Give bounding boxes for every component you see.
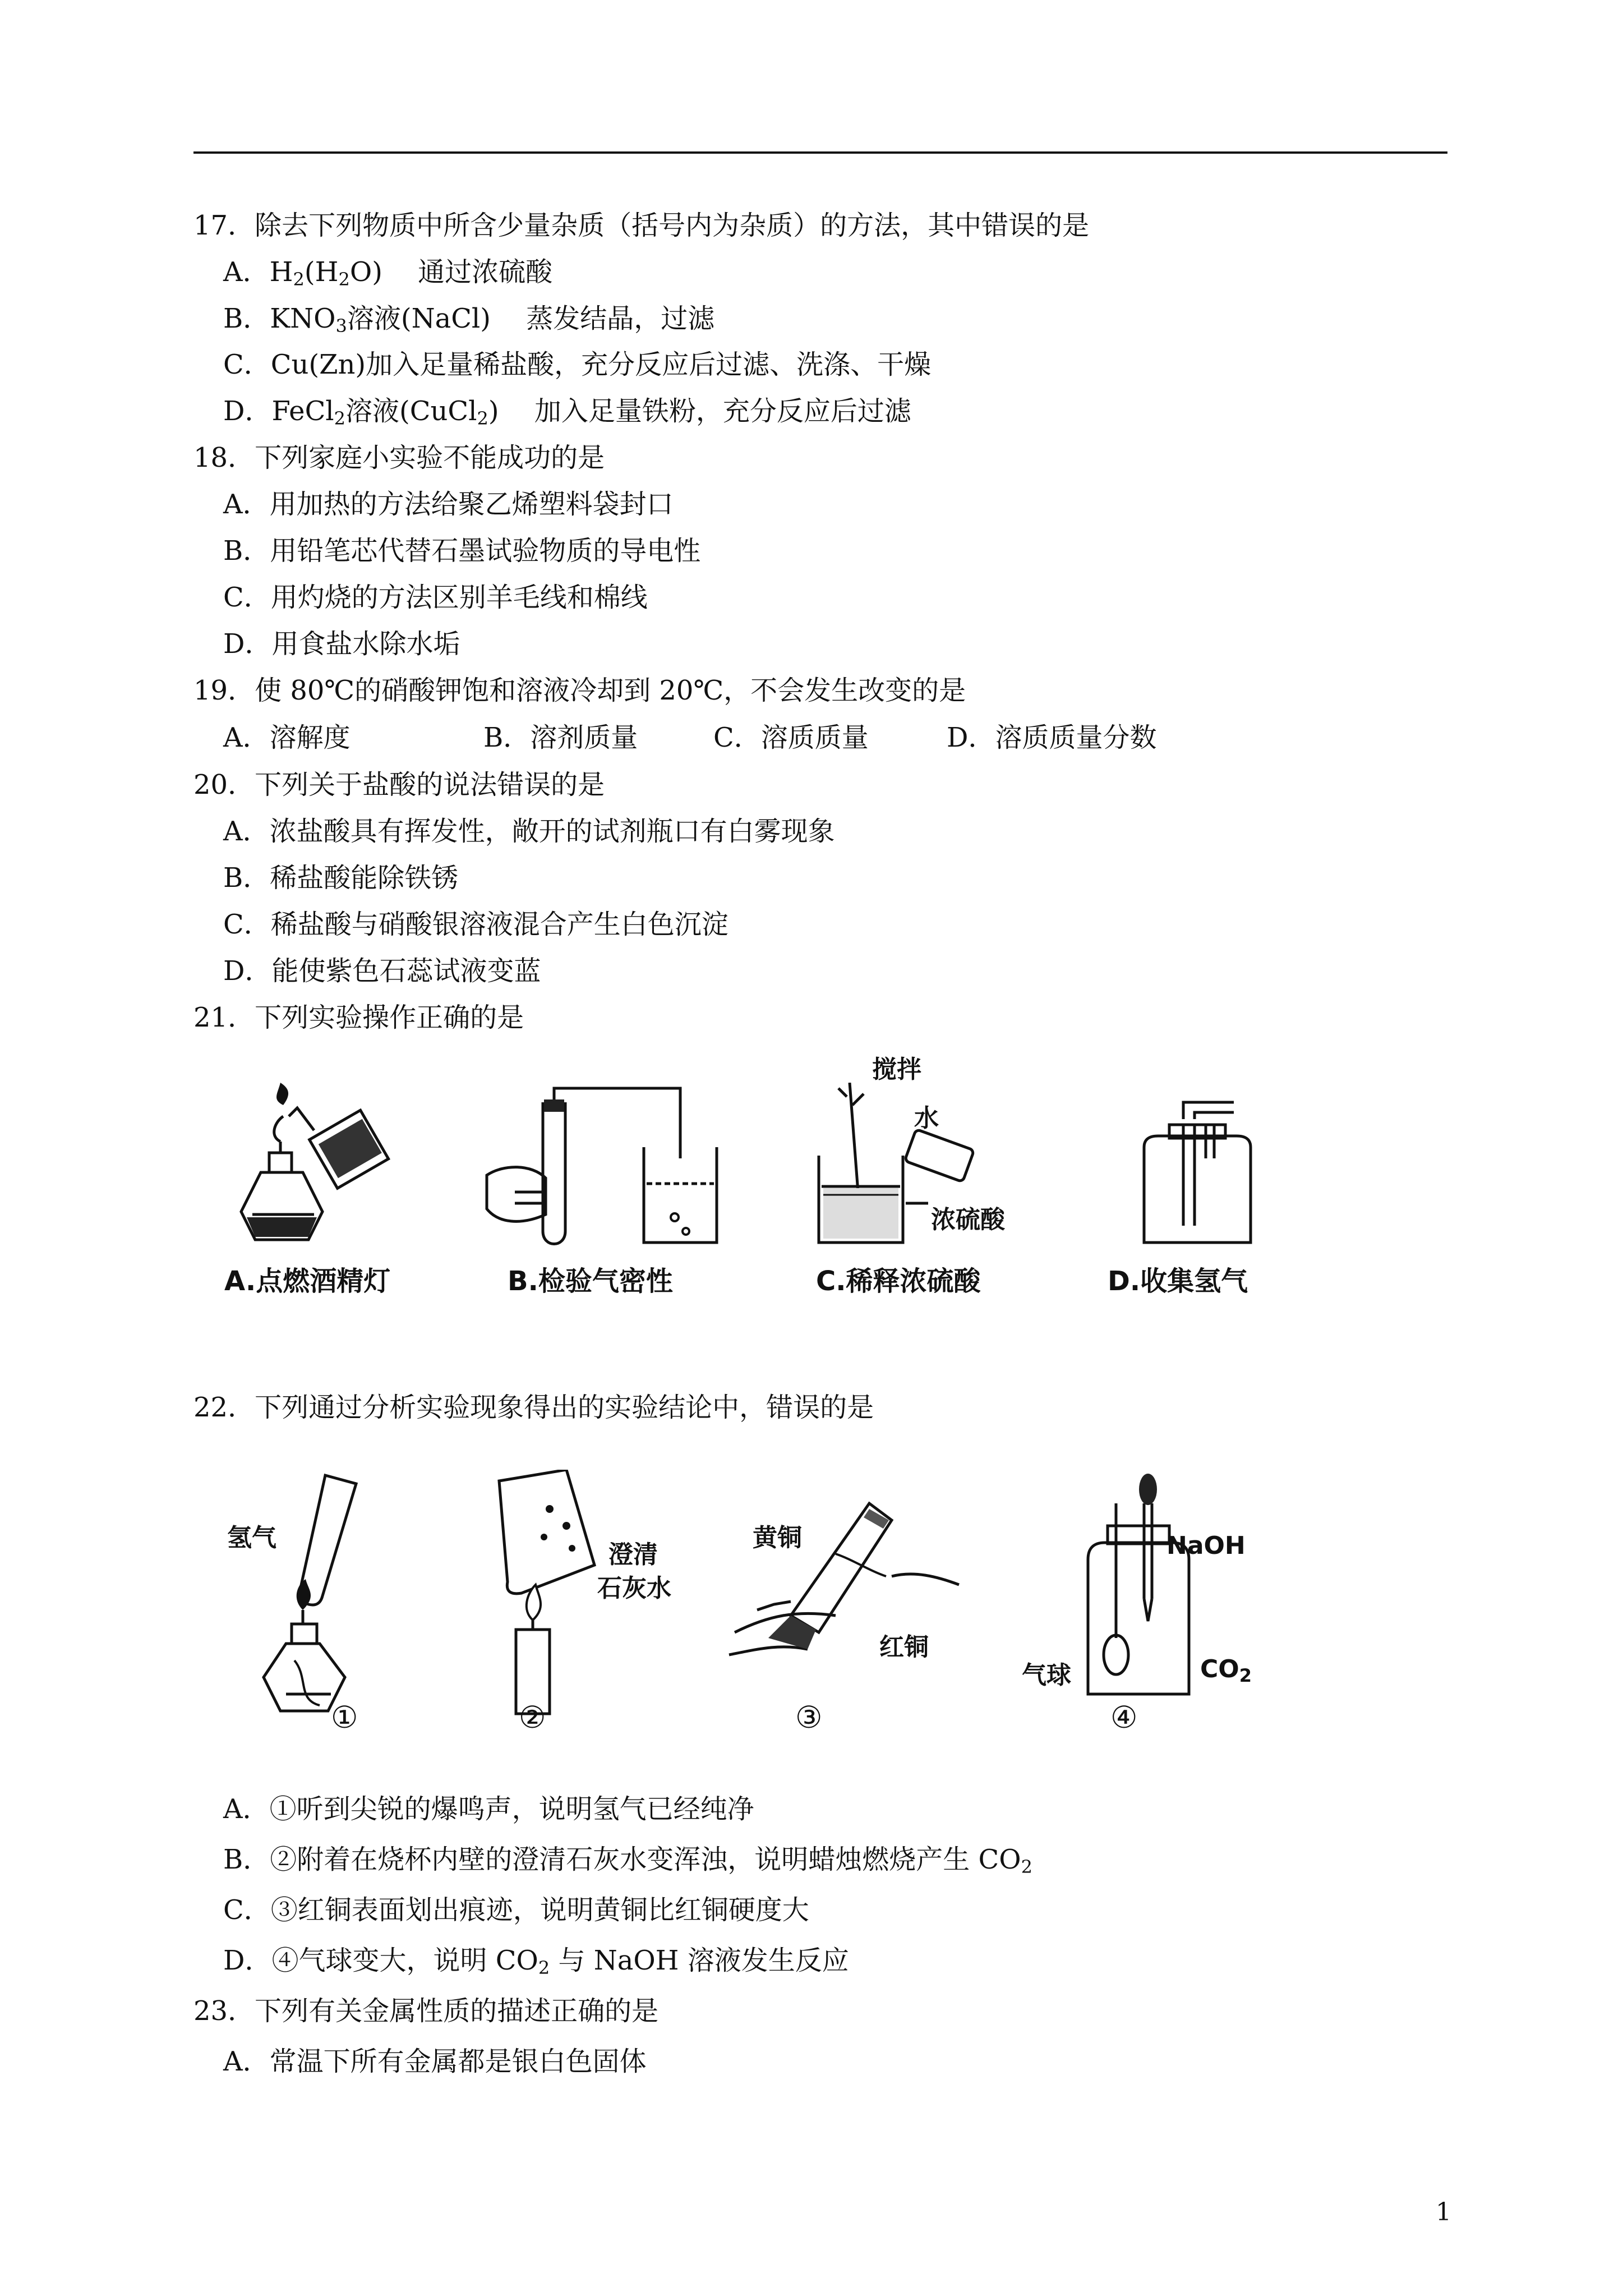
fig-number-1: ①: [331, 1700, 358, 1735]
q22-stem: 22．下列通过分析实验现象得出的实验结论中，错误的是: [193, 1392, 874, 1423]
conc-acid-label: 浓硫酸: [931, 1205, 1005, 1234]
q17-option-b: B．$KNO_3$溶液(NaCl) 蒸发结晶，过滤: [223, 303, 715, 337]
q20-option-c: C．稀盐酸与硝酸银溶液混合产生白色沉淀: [223, 909, 728, 940]
hydrogen-test-figure: [247, 1464, 376, 1722]
naoh-label: NaOH: [1166, 1531, 1246, 1560]
q19-stem: 19．使 80℃的硝酸钾饱和溶液冷却到 20℃，不会发生改变的是: [193, 675, 966, 706]
q23-option-a: A．常温下所有金属都是银白色固体: [223, 2046, 647, 2077]
limewater-label-2: 石灰水: [597, 1574, 671, 1603]
hydrogen-label: 氢气: [227, 1524, 276, 1552]
red-copper-label: 红铜: [879, 1633, 929, 1662]
q17-option-d: D．FeCl$_2$溶液(CuCl$_2$) 加入足量铁粉，充分反应后过滤: [223, 395, 911, 429]
q22-option-b: B．②附着在烧杯内壁的澄清石灰水变浑浊，说明蜡烛燃烧产生 $CO_2$: [223, 1844, 1032, 1878]
fig-number-4: ④: [1110, 1700, 1138, 1735]
q19-option-b: B．溶剂质量: [483, 722, 638, 753]
q22-option-d: D．④气球变大，说明 $CO_2$ 与 NaOH 溶液发生反应: [223, 1945, 849, 1978]
q19-option-c: C．溶质质量: [713, 722, 869, 753]
balloon-label: 气球: [1022, 1661, 1071, 1690]
collect-hydrogen-figure: [1138, 1097, 1256, 1248]
q17-stem: 17．除去下列物质中所含少量杂质（括号内为杂质）的方法，其中错误的是: [193, 210, 1090, 241]
co2-label: $CO_2$: [1200, 1655, 1252, 1686]
limewater-label-1: 澄清: [608, 1540, 658, 1569]
q19-option-a: A．溶解度: [223, 722, 351, 753]
q21-caption-a: A.点燃酒精灯: [224, 1266, 391, 1297]
stir-label: 搅拌: [872, 1055, 921, 1084]
q17-option-c: C．Cu(Zn)加入足量稀盐酸，充分反应后过滤、洗涤、干燥: [223, 349, 932, 380]
candle-limewater-figure: [482, 1470, 606, 1717]
q20-option-b: B．稀盐酸能除铁锈: [223, 862, 459, 894]
q21-caption-d: D.收集氢气: [1108, 1266, 1248, 1297]
q21-stem: 21．下列实验操作正确的是: [193, 1002, 524, 1033]
q18-stem: 18．下列家庭小实验不能成功的是: [193, 442, 605, 473]
brass-label: 黄铜: [753, 1524, 802, 1552]
q18-option-c: C．用灼烧的方法区别羊毛线和棉线: [223, 582, 648, 613]
q18-option-a: A．用加热的方法给聚乙烯塑料袋封口: [223, 489, 674, 520]
co2-naoh-figure: [1082, 1470, 1195, 1700]
q22-option-a: A．①听到尖锐的爆鸣声，说明氢气已经纯净: [223, 1793, 754, 1825]
q20-option-a: A．浓盐酸具有挥发性，敞开的试剂瓶口有白雾现象: [223, 816, 835, 847]
q18-option-d: D．用食盐水除水垢: [223, 628, 460, 660]
q20-option-d: D．能使紫色石蕊试液变蓝: [223, 955, 541, 987]
alcohol-lamp-lighting-figure: [236, 1083, 404, 1251]
q22-option-c: C．③红铜表面划出痕迹，说明黄铜比红铜硬度大: [223, 1894, 809, 1926]
q20-stem: 20．下列关于盐酸的说法错误的是: [193, 769, 605, 800]
q17-option-a: A．$H_2(H_2O)$ 通过浓硫酸: [223, 256, 553, 290]
fig-number-3: ③: [795, 1700, 823, 1735]
q18-option-b: B．用铅笔芯代替石墨试验物质的导电性: [223, 535, 701, 567]
q23-stem: 23．下列有关金属性质的描述正确的是: [193, 1995, 659, 2027]
page-number: 1: [1436, 2198, 1451, 2226]
q19-option-d: D．溶质质量分数: [947, 722, 1157, 753]
header-rule: [193, 151, 1447, 154]
water-label: 水: [914, 1104, 939, 1133]
q21-caption-b: B.检验气密性: [508, 1266, 673, 1297]
fig-number-2: ②: [519, 1700, 546, 1735]
q21-caption-c: C.稀释浓硫酸: [816, 1266, 981, 1297]
air-tightness-figure: [481, 1080, 728, 1259]
